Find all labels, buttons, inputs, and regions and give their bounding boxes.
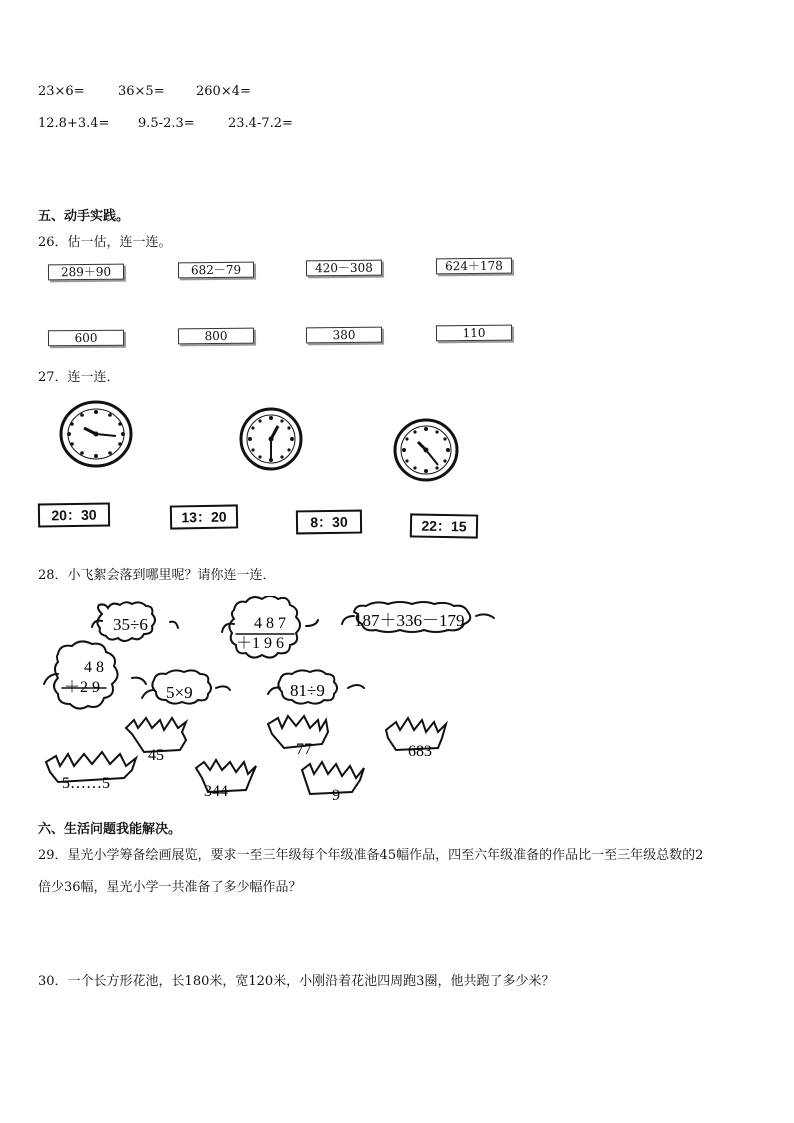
seed-text: 4 8 7	[254, 615, 286, 632]
grass-text: 9	[332, 787, 340, 804]
time-box[interactable]: 22：15	[410, 513, 478, 538]
expression-box[interactable]: 624＋178	[436, 258, 512, 275]
answer-box[interactable]: 110	[436, 325, 512, 342]
expression-box[interactable]: 682－79	[178, 262, 254, 279]
grass-text: 77	[296, 741, 312, 758]
seed-text: 4 8	[84, 659, 104, 676]
seed-stem	[170, 622, 178, 628]
seed-stem	[222, 624, 234, 632]
question-prompt: 26．估一估，连一连。	[38, 235, 172, 250]
time-box[interactable]: 8：30	[296, 510, 362, 535]
math-item: 12.8+3.4=	[38, 116, 110, 131]
seed-stem	[268, 688, 280, 694]
question-text: 倍少36幅，星光小学一共准备了多少幅作品？	[38, 880, 302, 895]
grass-text: 683	[408, 743, 432, 760]
expression-box[interactable]: 420－308	[306, 260, 382, 277]
seed-text: 5×9	[166, 683, 193, 702]
dandelion-seeds-illustration	[36, 596, 506, 806]
seed-stem	[342, 616, 354, 624]
seed-text: ＋2 9	[64, 679, 101, 696]
math-item: 36×5=	[118, 84, 165, 99]
seed-text: ＋1 9 6	[236, 635, 285, 652]
seed-stem	[132, 678, 146, 684]
question-text: 29．星光小学筹备绘画展览，要求一至三年级每个年级准备45幅作品，四至六年级准备的作品比一至三年级总数的2	[38, 848, 704, 863]
math-item: 260×4=	[196, 84, 251, 99]
seed-text: 35÷6	[113, 615, 148, 634]
answer-box[interactable]: 600	[48, 330, 124, 347]
question-prompt: 27．连一连．	[38, 370, 120, 385]
question-prompt: 28．小飞絮会落到哪里呢？请你连一连．	[38, 568, 276, 583]
seed-text: 187＋336－179	[354, 611, 465, 630]
seed-stem	[306, 620, 318, 626]
time-box[interactable]: 20：30	[38, 502, 110, 527]
grass-text: 344	[204, 783, 228, 800]
section-heading: 五、动手实践。	[38, 209, 130, 224]
seed-stem	[476, 614, 494, 618]
seed-stem	[348, 685, 364, 688]
seed-text: 81÷9	[290, 681, 325, 700]
time-box[interactable]: 13：20	[170, 504, 238, 529]
answer-box[interactable]: 800	[178, 328, 254, 345]
section-heading: 六、生活问题我能解决。	[38, 822, 182, 837]
answer-box[interactable]: 380	[306, 327, 382, 344]
clock-icon[interactable]	[238, 406, 304, 472]
seed-stem	[216, 686, 230, 690]
math-item: 23.4-7.2=	[228, 116, 293, 131]
expression-box[interactable]: 289＋90	[48, 264, 124, 281]
seed-stem	[142, 690, 154, 698]
clock-icon[interactable]	[392, 417, 460, 483]
math-item: 9.5-2.3=	[138, 116, 195, 131]
question-text: 30．一个长方形花池，长180米，宽120米，小刚沿着花池四周跑3圈，他共跑了多少米？	[38, 974, 555, 989]
math-item: 23×6=	[38, 84, 85, 99]
grass-text: 45	[148, 747, 164, 764]
grass-text: 5……5	[62, 775, 110, 792]
clock-icon[interactable]	[58, 400, 134, 468]
